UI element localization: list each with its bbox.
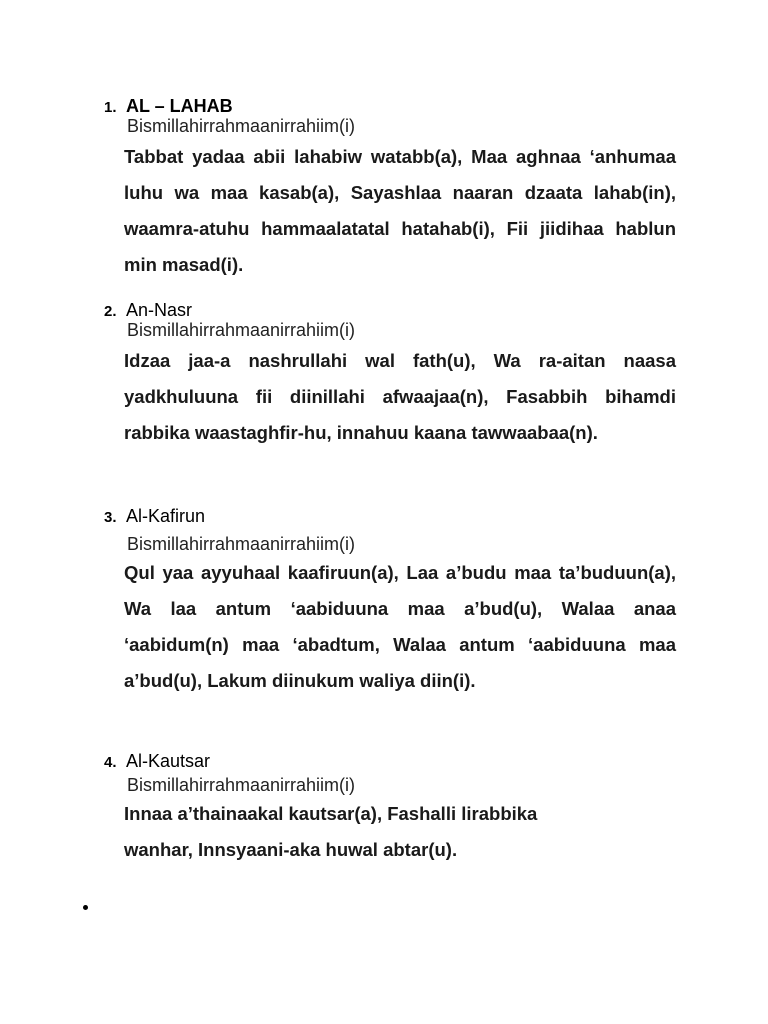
surah-text: Qul yaa ayyuhaal kaafiruun(a), Laa a’budu maa ta’buduun(a), Wa laa antum ‘aabiduuna maa a’bud(u), Walaa anaa ‘aabidum(n) maa ‘abadtum, Walaa antum ‘aabiduuna maa a’bud(u), Lakum diinukum waliya diin(i).	[124, 562, 676, 691]
surah-title: An-Nasr	[126, 300, 193, 320]
surah-heading	[104, 505, 205, 529]
surah-number: 1.	[104, 99, 117, 116]
surah-text: Tabbat yadaa abii lahabiw watabb(a), Maa aghnaa ‘anhumaa luhu wa maa kasab(a), Sayashlaa naaran dzaata lahab(in), waamra-atuhu hammaalatatal hatahab(i), Fii jiidihaa hablun min masad(i).	[124, 146, 676, 275]
surah-number: 2.	[104, 303, 117, 320]
surah-text-line: Innaa a’thainaakal kautsar(a), Fashalli lirabbika	[124, 803, 538, 824]
bismillah-line: Bismillahirrahmaanirrahiim(i)	[127, 775, 356, 795]
surah-text-line: wanhar, Innsyaani-aka huwal abtar(u).	[124, 839, 458, 860]
bullet-point	[83, 905, 88, 910]
surah-number: 4.	[104, 754, 117, 771]
surah-title: Al-Kautsar	[126, 751, 211, 771]
bismillah-line: Bismillahirrahmaanirrahiim(i)	[127, 116, 356, 136]
surah-number: 3.	[104, 509, 117, 526]
surah-text: Idzaa jaa-a nashrullahi wal fath(u), Wa ra-aitan naasa yadkhuluuna fii diinillahi afwaajaa(n), Fasabbih bihamdi rabbika waastaghfir-hu, innahuu kaana tawwaabaa(n).	[124, 350, 676, 443]
surah-text	[124, 796, 676, 868]
surah-heading	[104, 750, 210, 774]
bismillah-line: Bismillahirrahmaanirrahiim(i)	[127, 534, 356, 554]
surah-title: AL – LAHAB	[126, 96, 233, 116]
bismillah-line: Bismillahirrahmaanirrahiim(i)	[127, 320, 356, 340]
surah-title: Al-Kafirun	[126, 506, 206, 526]
